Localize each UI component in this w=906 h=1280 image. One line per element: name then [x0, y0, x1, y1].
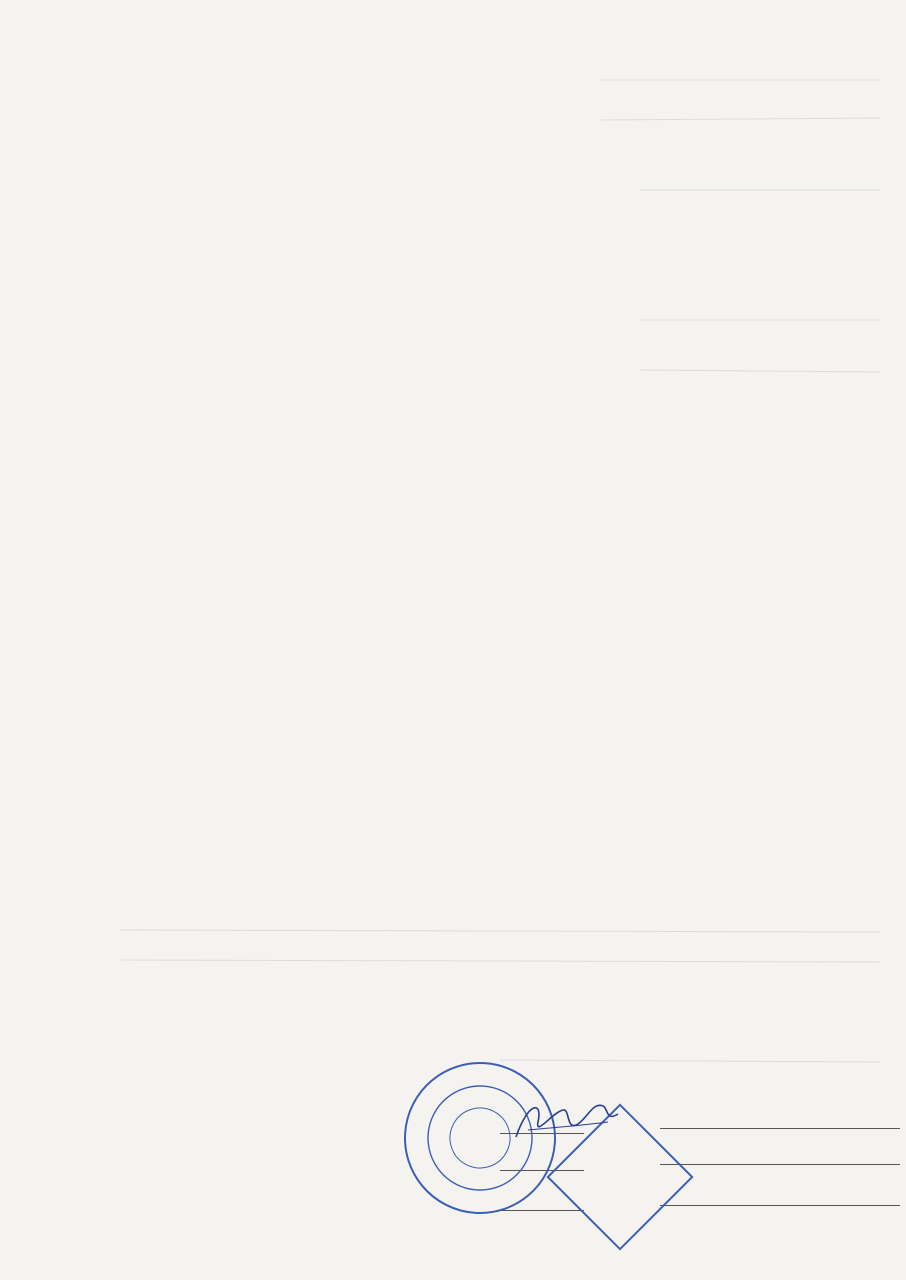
- square-stamp-code: [589, 1146, 660, 1217]
- head-signature-line: [500, 1170, 584, 1171]
- charity-logo-ring: [205, 378, 445, 618]
- square-stamp: [546, 1103, 693, 1250]
- handwritten-signature: [508, 1092, 628, 1152]
- director-signature-line: [500, 1210, 584, 1211]
- head-name-line: [660, 1164, 900, 1165]
- round-stamp-seal: [379, 1037, 581, 1239]
- attending-signature-line: [500, 1133, 584, 1134]
- square-stamp-title: [573, 1130, 644, 1201]
- director-name-line: [660, 1205, 900, 1206]
- attending-name-line: [660, 1128, 900, 1129]
